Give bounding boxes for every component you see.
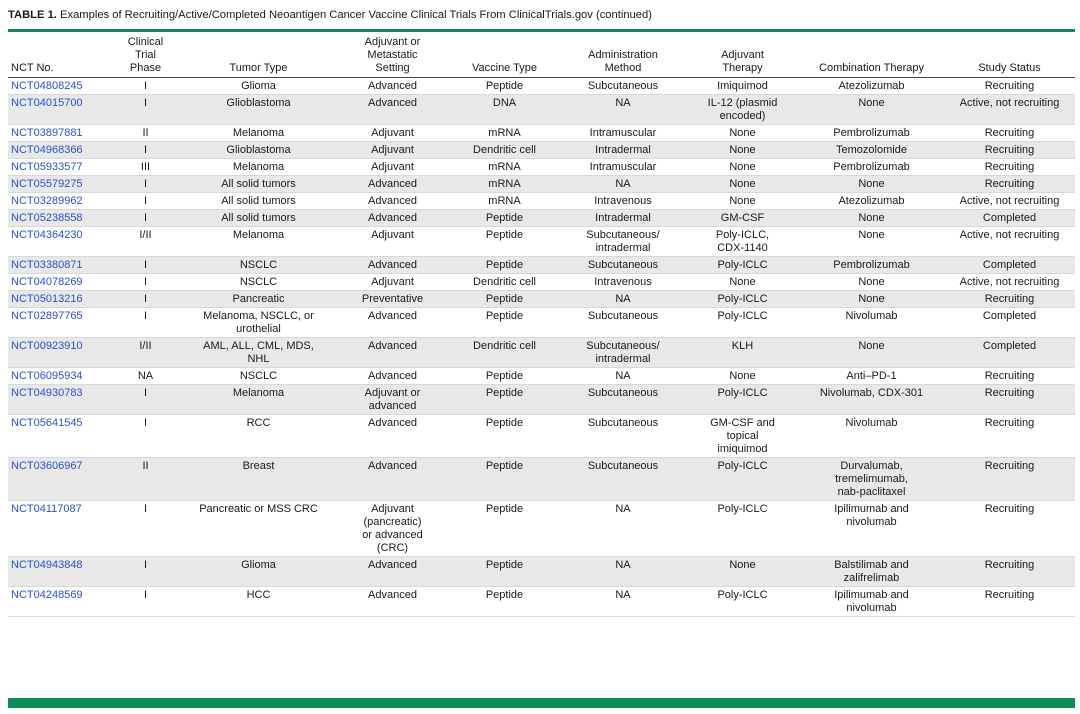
cell-admin: Intramuscular bbox=[589, 161, 657, 173]
cell-admin: Subcutaneous bbox=[587, 387, 659, 399]
cell-setting: Advanced bbox=[368, 589, 417, 601]
cell-phase: I bbox=[143, 259, 148, 271]
cell-status: Recruiting bbox=[984, 417, 1035, 429]
cell-adjuvant: Poly-ICLC bbox=[717, 293, 768, 305]
cell-phase: NA bbox=[137, 370, 154, 382]
cell-tumor: AML, ALL, CML, MDS, NHL bbox=[203, 340, 314, 365]
table-row bbox=[8, 368, 1075, 385]
cell-setting: Advanced bbox=[368, 178, 417, 190]
cell-status: Recruiting bbox=[984, 387, 1035, 399]
cell-status: Active, not recruiting bbox=[959, 195, 1060, 207]
cell-adjuvant: GM-CSF and topical imiquimod bbox=[710, 417, 775, 455]
cell-vaccine: Peptide bbox=[485, 417, 524, 429]
cell-nct bbox=[8, 257, 110, 274]
cell-nct bbox=[8, 142, 110, 159]
cell-phase: I bbox=[143, 310, 148, 322]
cell-nct bbox=[8, 78, 110, 95]
table-row bbox=[8, 308, 1075, 338]
column-header-tumor: Tumor Type bbox=[229, 62, 288, 74]
column-header-setting: Adjuvant or Metastatic Setting bbox=[364, 36, 421, 74]
cell-combo: None bbox=[858, 229, 885, 241]
cell-tumor: Pancreatic or MSS CRC bbox=[199, 503, 318, 515]
cell-phase: I bbox=[143, 417, 148, 429]
cell-setting: Advanced bbox=[368, 212, 417, 224]
cell-phase: I/II bbox=[139, 340, 152, 352]
cell-status: Recruiting bbox=[984, 293, 1035, 305]
trials-table bbox=[8, 34, 1075, 617]
cell-phase: I bbox=[143, 80, 148, 92]
cell-setting: Advanced bbox=[368, 259, 417, 271]
cell-tumor: All solid tumors bbox=[221, 195, 296, 207]
cell-adjuvant: Poly-ICLC bbox=[717, 503, 768, 515]
nct-link[interactable]: NCT04943848 bbox=[11, 559, 83, 571]
cell-adjuvant: Poly-ICLC bbox=[717, 310, 768, 322]
table-row bbox=[8, 159, 1075, 176]
nct-link[interactable]: NCT04078269 bbox=[11, 276, 83, 288]
cell-nct bbox=[8, 159, 110, 176]
cell-status: Completed bbox=[982, 310, 1037, 322]
cell-setting: Advanced bbox=[368, 340, 417, 352]
cell-combo: Anti–PD-1 bbox=[846, 370, 897, 382]
cell-status: Recruiting bbox=[984, 127, 1035, 139]
cell-status: Recruiting bbox=[984, 178, 1035, 190]
table-row bbox=[8, 210, 1075, 227]
cell-vaccine: Dendritic cell bbox=[473, 340, 536, 352]
cell-admin: NA bbox=[615, 97, 631, 109]
cell-vaccine: Peptide bbox=[485, 589, 524, 601]
cell-combo: Pembrolizumab bbox=[833, 127, 910, 139]
cell-admin: Subcutaneous/ intradermal bbox=[586, 229, 660, 254]
cell-vaccine: Peptide bbox=[485, 559, 524, 571]
cell-adjuvant: Poly-ICLC bbox=[717, 460, 768, 472]
cell-status: Recruiting bbox=[984, 589, 1035, 601]
cell-admin: NA bbox=[615, 589, 631, 601]
cell-vaccine: mRNA bbox=[488, 161, 521, 173]
nct-link[interactable]: NCT03289962 bbox=[11, 195, 83, 207]
cell-nct bbox=[8, 338, 110, 368]
cell-nct bbox=[8, 458, 110, 501]
cell-combo: Temozolomide bbox=[836, 144, 907, 156]
table-row bbox=[8, 458, 1075, 501]
cell-combo: None bbox=[858, 212, 885, 224]
cell-nct bbox=[8, 193, 110, 210]
cell-nct bbox=[8, 368, 110, 385]
cell-vaccine: Peptide bbox=[485, 212, 524, 224]
cell-admin: Intramuscular bbox=[589, 127, 657, 139]
cell-vaccine: Peptide bbox=[485, 293, 524, 305]
cell-combo: Atezolizumab bbox=[838, 195, 905, 207]
table-caption-text: Examples of Recruiting/Active/Completed Neoantigen Cancer Vaccine Clinical Trials From ClinicalTrials.gov (continued) bbox=[56, 9, 652, 21]
cell-nct bbox=[8, 291, 110, 308]
cell-admin: Intradermal bbox=[595, 144, 651, 156]
cell-adjuvant: None bbox=[729, 276, 756, 288]
cell-vaccine: Peptide bbox=[485, 503, 524, 515]
cell-tumor: All solid tumors bbox=[221, 212, 296, 224]
cell-adjuvant: Imiquimod bbox=[717, 80, 768, 92]
cell-phase: I bbox=[143, 97, 148, 109]
cell-setting: Adjuvant (pancreatic) or advanced (CRC) bbox=[362, 503, 423, 554]
cell-nct bbox=[8, 587, 110, 617]
table-row bbox=[8, 95, 1075, 125]
cell-phase: III bbox=[140, 161, 151, 173]
cell-setting: Advanced bbox=[368, 370, 417, 382]
cell-tumor: Melanoma bbox=[232, 127, 285, 139]
cell-tumor: Melanoma, NSCLC, or urothelial bbox=[203, 310, 314, 335]
cell-vaccine: mRNA bbox=[488, 195, 521, 207]
cell-vaccine: Peptide bbox=[485, 387, 524, 399]
cell-phase: I bbox=[143, 559, 148, 571]
cell-phase: I/II bbox=[139, 229, 152, 241]
cell-tumor: Melanoma bbox=[232, 161, 285, 173]
column-header-admin: Administration Method bbox=[588, 49, 658, 74]
cell-adjuvant: Poly-ICLC bbox=[717, 589, 768, 601]
cell-adjuvant: Poly-ICLC bbox=[717, 259, 768, 271]
nct-link[interactable]: NCT04248569 bbox=[11, 589, 83, 601]
nct-link[interactable]: NCT05238558 bbox=[11, 212, 83, 224]
cell-setting: Advanced bbox=[368, 559, 417, 571]
cell-setting: Adjuvant bbox=[371, 127, 414, 139]
cell-tumor: Breast bbox=[242, 460, 275, 472]
cell-admin: NA bbox=[615, 370, 631, 382]
cell-nct bbox=[8, 501, 110, 557]
cell-adjuvant: None bbox=[729, 178, 756, 190]
table-row bbox=[8, 257, 1075, 274]
cell-vaccine: Peptide bbox=[485, 370, 524, 382]
column-header-vaccine: Vaccine Type bbox=[471, 62, 538, 74]
cell-tumor: NSCLC bbox=[239, 370, 278, 382]
nct-link[interactable]: NCT04808245 bbox=[11, 80, 83, 92]
cell-status: Recruiting bbox=[984, 559, 1035, 571]
cell-admin: NA bbox=[615, 178, 631, 190]
cell-admin: Intradermal bbox=[595, 212, 651, 224]
nct-link[interactable]: NCT05641545 bbox=[11, 417, 83, 429]
column-header-status: Study Status bbox=[978, 62, 1041, 74]
cell-adjuvant: None bbox=[729, 559, 756, 571]
cell-setting: Adjuvant or advanced bbox=[364, 387, 421, 412]
cell-combo: Ipilimumab and nivolumab bbox=[834, 503, 909, 528]
table-row bbox=[8, 557, 1075, 587]
cell-vaccine: Peptide bbox=[485, 259, 524, 271]
cell-vaccine: mRNA bbox=[488, 178, 521, 190]
cell-combo: None bbox=[858, 276, 885, 288]
cell-phase: I bbox=[143, 178, 148, 190]
cell-nct bbox=[8, 125, 110, 142]
cell-nct bbox=[8, 176, 110, 193]
cell-setting: Adjuvant bbox=[371, 276, 414, 288]
cell-combo: None bbox=[858, 97, 885, 109]
cell-status: Completed bbox=[982, 259, 1037, 271]
cell-status: Completed bbox=[982, 212, 1037, 224]
cell-tumor: Glioblastoma bbox=[226, 144, 291, 156]
cell-phase: II bbox=[142, 460, 149, 472]
cell-adjuvant: KLH bbox=[731, 340, 754, 352]
cell-phase: I bbox=[143, 503, 148, 515]
table-body bbox=[8, 78, 1075, 617]
cell-tumor: Melanoma bbox=[232, 229, 285, 241]
column-header-nct: NCT No. bbox=[11, 62, 54, 74]
cell-combo: None bbox=[858, 178, 885, 190]
cell-vaccine: Peptide bbox=[485, 310, 524, 322]
cell-tumor: HCC bbox=[246, 589, 271, 601]
cell-admin: Subcutaneous bbox=[587, 80, 659, 92]
cell-status: Recruiting bbox=[984, 460, 1035, 472]
cell-setting: Adjuvant bbox=[371, 161, 414, 173]
table-caption bbox=[8, 7, 1076, 23]
cell-combo: Pembrolizumab bbox=[833, 259, 910, 271]
cell-nct bbox=[8, 274, 110, 291]
cell-combo: None bbox=[858, 340, 885, 352]
cell-vaccine: Peptide bbox=[485, 80, 524, 92]
nct-link[interactable]: NCT03606967 bbox=[11, 460, 83, 472]
cell-nct bbox=[8, 415, 110, 458]
cell-vaccine: Dendritic cell bbox=[473, 144, 536, 156]
nct-link[interactable]: NCT06095934 bbox=[11, 370, 83, 382]
cell-admin: NA bbox=[615, 503, 631, 515]
cell-tumor: Glioblastoma bbox=[226, 97, 291, 109]
cell-vaccine: Peptide bbox=[485, 229, 524, 241]
nct-link[interactable]: NCT04968366 bbox=[11, 144, 83, 156]
cell-vaccine: Peptide bbox=[485, 460, 524, 472]
nct-link[interactable]: NCT04117087 bbox=[11, 503, 82, 515]
table-caption-label: TABLE 1. bbox=[8, 9, 57, 21]
table-row bbox=[8, 125, 1075, 142]
cell-setting: Advanced bbox=[368, 97, 417, 109]
nct-link[interactable]: NCT04015700 bbox=[11, 97, 83, 109]
cell-combo: Pembrolizumab bbox=[833, 161, 910, 173]
cell-tumor: Pancreatic bbox=[232, 293, 285, 305]
table-row bbox=[8, 338, 1075, 368]
cell-combo: Nivolumab, CDX-301 bbox=[819, 387, 924, 399]
cell-phase: I bbox=[143, 387, 148, 399]
cell-status: Completed bbox=[982, 340, 1037, 352]
table-row bbox=[8, 142, 1075, 159]
cell-phase: I bbox=[143, 144, 148, 156]
cell-vaccine: Dendritic cell bbox=[473, 276, 536, 288]
cell-status: Active, not recruiting bbox=[959, 229, 1060, 241]
cell-tumor: NSCLC bbox=[239, 259, 278, 271]
cell-nct bbox=[8, 385, 110, 415]
cell-setting: Advanced bbox=[368, 80, 417, 92]
table-row bbox=[8, 176, 1075, 193]
cell-tumor: All solid tumors bbox=[221, 178, 296, 190]
column-header-phase: Clinical Trial Phase bbox=[127, 36, 164, 74]
table-row bbox=[8, 415, 1075, 458]
cell-combo: Nivolumab bbox=[845, 417, 898, 429]
table-row bbox=[8, 291, 1075, 308]
cell-vaccine: mRNA bbox=[488, 127, 521, 139]
cell-tumor: RCC bbox=[246, 417, 271, 429]
cell-tumor: NSCLC bbox=[239, 276, 278, 288]
table-row bbox=[8, 78, 1075, 95]
nct-link[interactable]: NCT05933577 bbox=[11, 161, 83, 173]
cell-adjuvant: None bbox=[729, 161, 756, 173]
table-row bbox=[8, 501, 1075, 557]
cell-admin: Subcutaneous/ intradermal bbox=[586, 340, 660, 365]
cell-admin: Subcutaneous bbox=[587, 310, 659, 322]
cell-admin: NA bbox=[615, 559, 631, 571]
header-row bbox=[8, 34, 1075, 78]
cell-nct bbox=[8, 210, 110, 227]
cell-status: Recruiting bbox=[984, 161, 1035, 173]
cell-setting: Advanced bbox=[368, 417, 417, 429]
cell-adjuvant: IL-12 (plasmid encoded) bbox=[707, 97, 778, 122]
cell-combo: Atezolizumab bbox=[838, 80, 905, 92]
cell-status: Active, not recruiting bbox=[959, 276, 1060, 288]
cell-admin: NA bbox=[615, 293, 631, 305]
cell-tumor: Glioma bbox=[241, 80, 276, 92]
cell-phase: I bbox=[143, 212, 148, 224]
cell-combo: Ipilimumab and nivolumab bbox=[834, 589, 909, 614]
nct-link[interactable]: NCT03380871 bbox=[11, 259, 83, 271]
column-header-adjuvant: Adjuvant Therapy bbox=[721, 49, 764, 74]
column-header-combo: Combination Therapy bbox=[819, 62, 924, 74]
table-row bbox=[8, 274, 1075, 291]
cell-nct bbox=[8, 557, 110, 587]
cell-adjuvant: Poly-ICLC bbox=[717, 387, 768, 399]
cell-admin: Subcutaneous bbox=[587, 259, 659, 271]
cell-adjuvant: GM-CSF bbox=[720, 212, 765, 224]
cell-phase: I bbox=[143, 589, 148, 601]
nct-link[interactable]: NCT02897765 bbox=[11, 310, 83, 322]
cell-setting: Preventative bbox=[361, 293, 424, 305]
cell-adjuvant: None bbox=[729, 144, 756, 156]
nct-link[interactable]: NCT04364230 bbox=[11, 229, 83, 241]
cell-nct bbox=[8, 95, 110, 125]
nct-link[interactable]: NCT00923910 bbox=[11, 340, 83, 352]
table-row bbox=[8, 227, 1075, 257]
cell-combo: Durvalumab, tremelimumab, nab-paclitaxel bbox=[835, 460, 908, 498]
cell-adjuvant: None bbox=[729, 127, 756, 139]
cell-vaccine: DNA bbox=[492, 97, 517, 109]
cell-admin: Intravenous bbox=[594, 276, 652, 288]
cell-phase: I bbox=[143, 276, 148, 288]
cell-admin: Intravenous bbox=[594, 195, 652, 207]
cell-status: Recruiting bbox=[984, 370, 1035, 382]
cell-tumor: Glioma bbox=[241, 559, 276, 571]
cell-adjuvant: Poly-ICLC, CDX-1140 bbox=[715, 229, 770, 254]
cell-phase: II bbox=[142, 127, 149, 139]
cell-status: Recruiting bbox=[984, 144, 1035, 156]
cell-combo: Nivolumab bbox=[845, 310, 898, 322]
cell-nct bbox=[8, 308, 110, 338]
table-row bbox=[8, 385, 1075, 415]
cell-status: Recruiting bbox=[984, 80, 1035, 92]
nct-link[interactable]: NCT03897881 bbox=[11, 127, 83, 139]
cell-setting: Advanced bbox=[368, 310, 417, 322]
table-top-rule bbox=[8, 29, 1075, 32]
cell-adjuvant: None bbox=[729, 195, 756, 207]
table-bottom-bar bbox=[8, 698, 1075, 708]
cell-setting: Adjuvant bbox=[371, 144, 414, 156]
cell-combo: None bbox=[858, 293, 885, 305]
table-row bbox=[8, 587, 1075, 617]
nct-link[interactable]: NCT05579275 bbox=[11, 178, 83, 190]
cell-adjuvant: None bbox=[729, 370, 756, 382]
cell-admin: Subcutaneous bbox=[587, 417, 659, 429]
cell-combo: Balstilimab and zalifrelimab bbox=[834, 559, 909, 584]
cell-setting: Advanced bbox=[368, 195, 417, 207]
table-row bbox=[8, 193, 1075, 210]
cell-setting: Adjuvant bbox=[371, 229, 414, 241]
nct-link[interactable]: NCT05013216 bbox=[11, 293, 83, 305]
cell-phase: I bbox=[143, 293, 148, 305]
cell-phase: I bbox=[143, 195, 148, 207]
table-header bbox=[8, 34, 1075, 78]
cell-status: Recruiting bbox=[984, 503, 1035, 515]
cell-admin: Subcutaneous bbox=[587, 460, 659, 472]
cell-status: Active, not recruiting bbox=[959, 97, 1060, 109]
cell-tumor: Melanoma bbox=[232, 387, 285, 399]
cell-nct bbox=[8, 227, 110, 257]
nct-link[interactable]: NCT04930783 bbox=[11, 387, 83, 399]
cell-setting: Advanced bbox=[368, 460, 417, 472]
